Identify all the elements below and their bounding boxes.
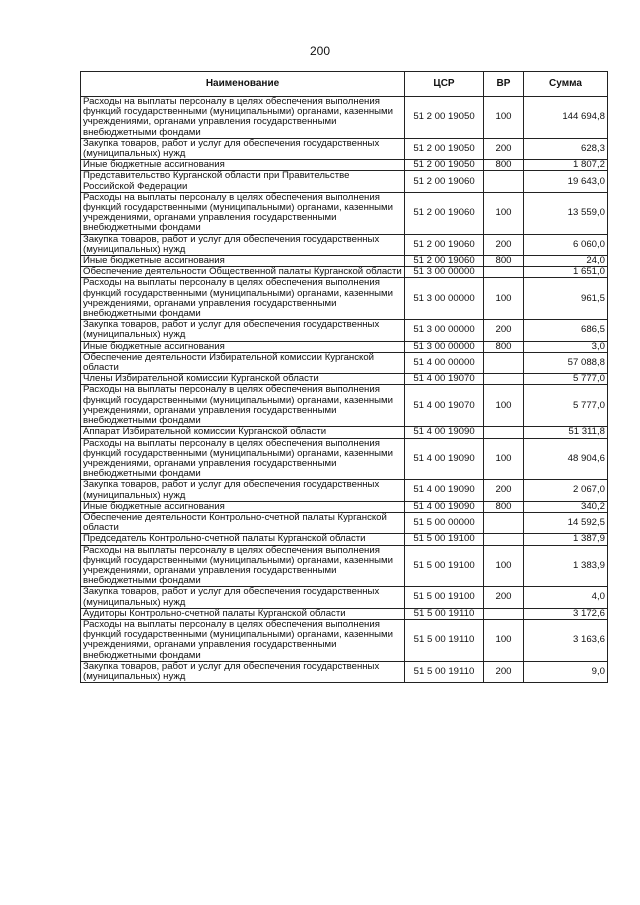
cell-vr [484, 427, 524, 438]
cell-csr: 51 4 00 19070 [405, 385, 484, 427]
cell-csr: 51 5 00 00000 [405, 512, 484, 533]
cell-csr: 51 3 00 00000 [405, 341, 484, 352]
cell-vr: 100 [484, 278, 524, 320]
cell-name: Расходы на выплаты персоналу в целях обеспечения выполнения функций государственными (муниципальными) органами, казенными учреждениями, органами управления государственными внебюджетными фондами [81, 97, 405, 139]
cell-vr: 100 [484, 192, 524, 234]
cell-csr: 51 4 00 19090 [405, 480, 484, 501]
cell-sum: 1 383,9 [524, 545, 608, 587]
cell-name: Закупка товаров, работ и услуг для обеспечения государственных (муниципальных) нужд [81, 480, 405, 501]
table-row [81, 501, 608, 512]
table-row [81, 320, 608, 341]
cell-name: Расходы на выплаты персоналу в целях обеспечения выполнения функций государственными (муниципальными) органами, казенными учреждениями, органами управления государственными внебюджетными фондами [81, 278, 405, 320]
cell-vr [484, 534, 524, 545]
header-name: Наименование [81, 72, 405, 97]
cell-csr: 51 5 00 19100 [405, 545, 484, 587]
cell-sum: 19 643,0 [524, 171, 608, 192]
cell-csr: 51 2 00 19050 [405, 138, 484, 159]
header-row [81, 72, 608, 97]
cell-vr [484, 267, 524, 278]
cell-vr: 100 [484, 545, 524, 587]
cell-csr: 51 2 00 19050 [405, 97, 484, 139]
cell-vr: 200 [484, 661, 524, 682]
cell-sum: 1 651,0 [524, 267, 608, 278]
table-row [81, 385, 608, 427]
cell-vr: 800 [484, 256, 524, 267]
cell-name: Закупка товаров, работ и услуг для обеспечения государственных (муниципальных) нужд [81, 138, 405, 159]
cell-sum: 3 163,6 [524, 619, 608, 661]
cell-csr: 51 4 00 19070 [405, 374, 484, 385]
cell-csr: 51 5 00 19100 [405, 534, 484, 545]
cell-vr [484, 512, 524, 533]
cell-sum: 57 088,8 [524, 352, 608, 373]
table-row [81, 661, 608, 682]
header-sum: Сумма [524, 72, 608, 97]
cell-vr: 800 [484, 160, 524, 171]
cell-csr: 51 4 00 19090 [405, 438, 484, 480]
cell-name: Члены Избирательной комиссии Курганской области [81, 374, 405, 385]
cell-name: Иные бюджетные ассигнования [81, 341, 405, 352]
header-vr: ВР [484, 72, 524, 97]
table-row [81, 341, 608, 352]
cell-sum: 24,0 [524, 256, 608, 267]
cell-sum: 686,5 [524, 320, 608, 341]
cell-csr: 51 5 00 19100 [405, 587, 484, 608]
cell-csr: 51 2 00 19060 [405, 171, 484, 192]
cell-name: Иные бюджетные ассигнования [81, 256, 405, 267]
cell-name: Иные бюджетные ассигнования [81, 501, 405, 512]
table-row [81, 438, 608, 480]
cell-vr [484, 374, 524, 385]
cell-vr: 100 [484, 438, 524, 480]
cell-vr: 100 [484, 385, 524, 427]
cell-name: Расходы на выплаты персоналу в целях обеспечения выполнения функций государственными (муниципальными) органами, казенными учреждениями, органами управления государственными внебюджетными фондами [81, 385, 405, 427]
cell-vr: 800 [484, 341, 524, 352]
cell-csr: 51 2 00 19060 [405, 192, 484, 234]
header-csr: ЦСР [405, 72, 484, 97]
table-row [81, 352, 608, 373]
cell-sum: 4,0 [524, 587, 608, 608]
table-row [81, 587, 608, 608]
cell-sum: 51 311,8 [524, 427, 608, 438]
table-body [81, 97, 608, 683]
table-row [81, 480, 608, 501]
cell-name: Иные бюджетные ассигнования [81, 160, 405, 171]
cell-csr: 51 4 00 19090 [405, 427, 484, 438]
cell-sum: 1 387,9 [524, 534, 608, 545]
cell-vr: 800 [484, 501, 524, 512]
cell-vr [484, 608, 524, 619]
cell-name: Председатель Контрольно-счетной палаты Курганской области [81, 534, 405, 545]
table-row [81, 512, 608, 533]
cell-vr: 200 [484, 587, 524, 608]
cell-name: Расходы на выплаты персоналу в целях обеспечения выполнения функций государственными (муниципальными) органами, казенными учреждениями, органами управления государственными внебюджетными фондами [81, 438, 405, 480]
cell-sum: 6 060,0 [524, 234, 608, 255]
cell-sum: 9,0 [524, 661, 608, 682]
cell-sum: 5 777,0 [524, 374, 608, 385]
cell-csr: 51 2 00 19060 [405, 256, 484, 267]
page-number: 200 [309, 44, 331, 58]
cell-csr: 51 2 00 19060 [405, 234, 484, 255]
cell-name: Аппарат Избирательной комиссии Курганской области [81, 427, 405, 438]
table-row [81, 234, 608, 255]
table-header [81, 72, 608, 97]
table-row [81, 608, 608, 619]
cell-name: Расходы на выплаты персоналу в целях обеспечения выполнения функций государственными (муниципальными) органами, казенными учреждениями, органами управления государственными внебюджетными фондами [81, 619, 405, 661]
cell-name: Обеспечение деятельности Избирательной комиссии Курганской области [81, 352, 405, 373]
cell-csr: 51 4 00 19090 [405, 501, 484, 512]
table-row [81, 278, 608, 320]
cell-sum: 340,2 [524, 501, 608, 512]
table-row [81, 619, 608, 661]
table-row [81, 97, 608, 139]
table-row [81, 427, 608, 438]
cell-vr: 200 [484, 320, 524, 341]
table-row [81, 138, 608, 159]
cell-name: Расходы на выплаты персоналу в целях обеспечения выполнения функций государственными (муниципальными) органами, казенными учреждениями, органами управления государственными внебюджетными фондами [81, 192, 405, 234]
cell-name: Закупка товаров, работ и услуг для обеспечения государственных (муниципальных) нужд [81, 661, 405, 682]
table-row [81, 256, 608, 267]
cell-csr: 51 3 00 00000 [405, 267, 484, 278]
cell-vr: 200 [484, 138, 524, 159]
cell-sum: 2 067,0 [524, 480, 608, 501]
table-row [81, 160, 608, 171]
cell-vr: 200 [484, 480, 524, 501]
cell-name: Обеспечение деятельности Общественной палаты Курганской области [81, 267, 405, 278]
table-row [81, 374, 608, 385]
cell-sum: 48 904,6 [524, 438, 608, 480]
cell-vr [484, 352, 524, 373]
cell-csr: 51 3 00 00000 [405, 320, 484, 341]
table-row [81, 192, 608, 234]
cell-vr [484, 171, 524, 192]
cell-sum: 14 592,5 [524, 512, 608, 533]
cell-csr: 51 5 00 19110 [405, 619, 484, 661]
budget-table [80, 71, 608, 683]
cell-name: Закупка товаров, работ и услуг для обеспечения государственных (муниципальных) нужд [81, 587, 405, 608]
cell-sum: 5 777,0 [524, 385, 608, 427]
cell-sum: 144 694,8 [524, 97, 608, 139]
cell-vr: 100 [484, 97, 524, 139]
cell-csr: 51 5 00 19110 [405, 608, 484, 619]
cell-name: Закупка товаров, работ и услуг для обеспечения государственных (муниципальных) нужд [81, 234, 405, 255]
cell-name: Аудиторы Контрольно-счетной палаты Курганской области [81, 608, 405, 619]
cell-sum: 3,0 [524, 341, 608, 352]
cell-sum: 961,5 [524, 278, 608, 320]
cell-sum: 3 172,6 [524, 608, 608, 619]
table-row [81, 267, 608, 278]
cell-vr: 100 [484, 619, 524, 661]
cell-csr: 51 2 00 19050 [405, 160, 484, 171]
cell-csr: 51 5 00 19110 [405, 661, 484, 682]
cell-vr: 200 [484, 234, 524, 255]
cell-name: Закупка товаров, работ и услуг для обеспечения государственных (муниципальных) нужд [81, 320, 405, 341]
cell-sum: 1 807,2 [524, 160, 608, 171]
cell-name: Обеспечение деятельности Контрольно-счетной палаты Курганской области [81, 512, 405, 533]
table-row [81, 545, 608, 587]
table-row [81, 171, 608, 192]
cell-name: Представительство Курганской области при Правительстве Российской Федерации [81, 171, 405, 192]
cell-sum: 13 559,0 [524, 192, 608, 234]
cell-csr: 51 3 00 00000 [405, 278, 484, 320]
cell-name: Расходы на выплаты персоналу в целях обеспечения выполнения функций государственными (муниципальными) органами, казенными учреждениями, органами управления государственными внебюджетными фондами [81, 545, 405, 587]
table-row [81, 534, 608, 545]
cell-csr: 51 4 00 00000 [405, 352, 484, 373]
cell-sum: 628,3 [524, 138, 608, 159]
